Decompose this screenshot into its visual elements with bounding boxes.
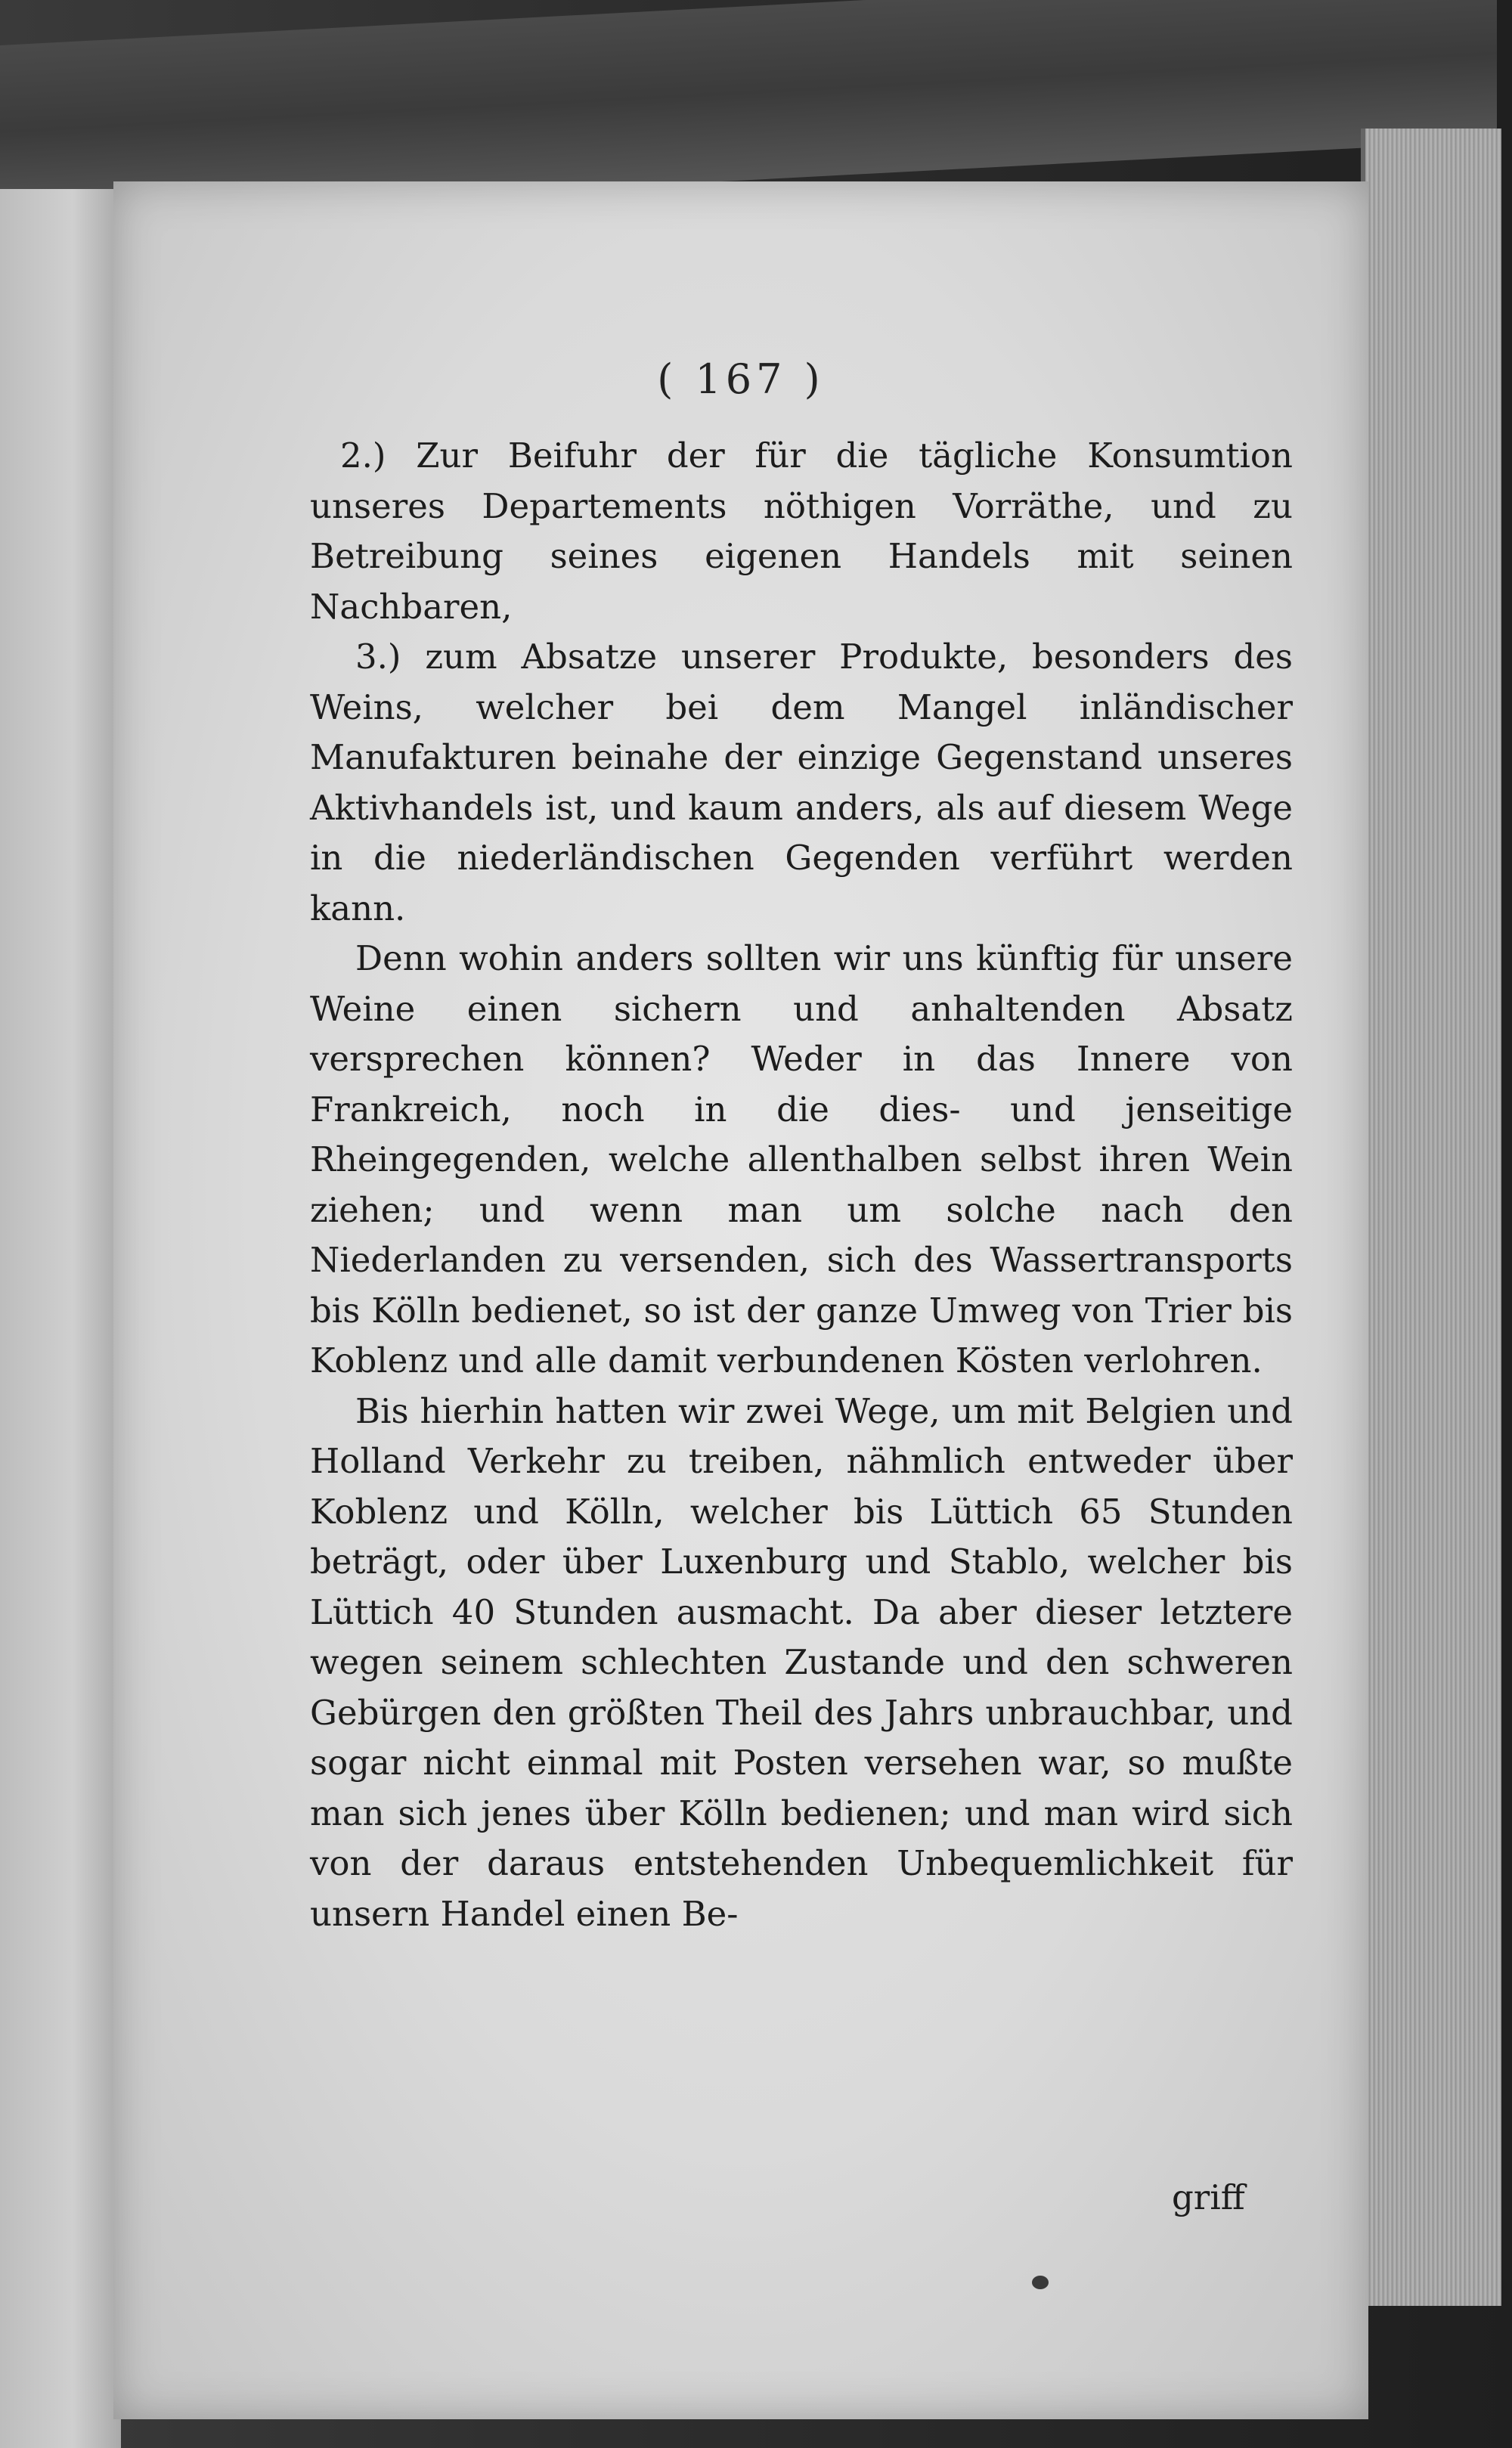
catchword: griff	[1172, 2177, 1245, 2217]
ink-blot-mark	[1032, 2276, 1049, 2289]
page-number-header: ( 167 )	[657, 355, 825, 403]
paragraph-item-3: 3.) zum Absatze unserer Produkte, besonders des Weins, welcher bei dem Mangel inländischer Manufakturen beinahe der einzige Gegenstand unseres Aktivhandels ist, und kaum anders, als auf diesem Wege in die niederländischen Gegenden verführt werden kann.	[310, 637, 1293, 928]
facing-page-sliver	[0, 189, 121, 2448]
page-block-edges	[1361, 129, 1501, 2306]
book-page	[113, 181, 1368, 2419]
paragraph-denn-wohin: Denn wohin anders sollten wir uns künftig für unsere Weine einen sichern und anhaltenden Absatz versprechen können? Weder in das Innere von Frankreich, noch in die dies- und jenseitige Rheingegenden, welche allenthalben selbst ihren Wein ziehen; und wenn man um solche nach den Niederlanden zu versenden, sich des Wassertransports bis Kölln bedienet, so ist der ganze Umweg von Trier bis Koblenz und alle damit verbundenen Kösten verlohren.	[310, 938, 1293, 1380]
paragraph-item-2: 2.) Zur Beifuhr der für die tägliche Konsumtion unseres Departements nöthigen Vorräthe, und zu Betreibung seines eigenen Handels mit seinen Nachbaren,	[310, 435, 1293, 627]
paragraph-bis-hierhin: Bis hierhin hatten wir zwei Wege, um mit Belgien und Holland Verkehr zu treiben, nähmlich entweder über Koblenz und Kölln, welcher bis Lüttich 65 Stunden beträgt, oder über Luxenburg und Stablo, welcher bis Lüttich 40 Stunden ausmacht. Da aber dieser letztere wegen seinem schlechten Zustande und den schweren Gebürgen den größten Theil des Jahrs unbrauchbar, und sogar nicht einmal mit Posten versehen war, so mußte man sich jenes über Kölln bedienen; und man wird sich von der daraus entstehenden Unbequemlichkeit für unsern Handel einen Be-	[310, 1390, 1293, 1934]
page-text-block	[310, 431, 1293, 1939]
